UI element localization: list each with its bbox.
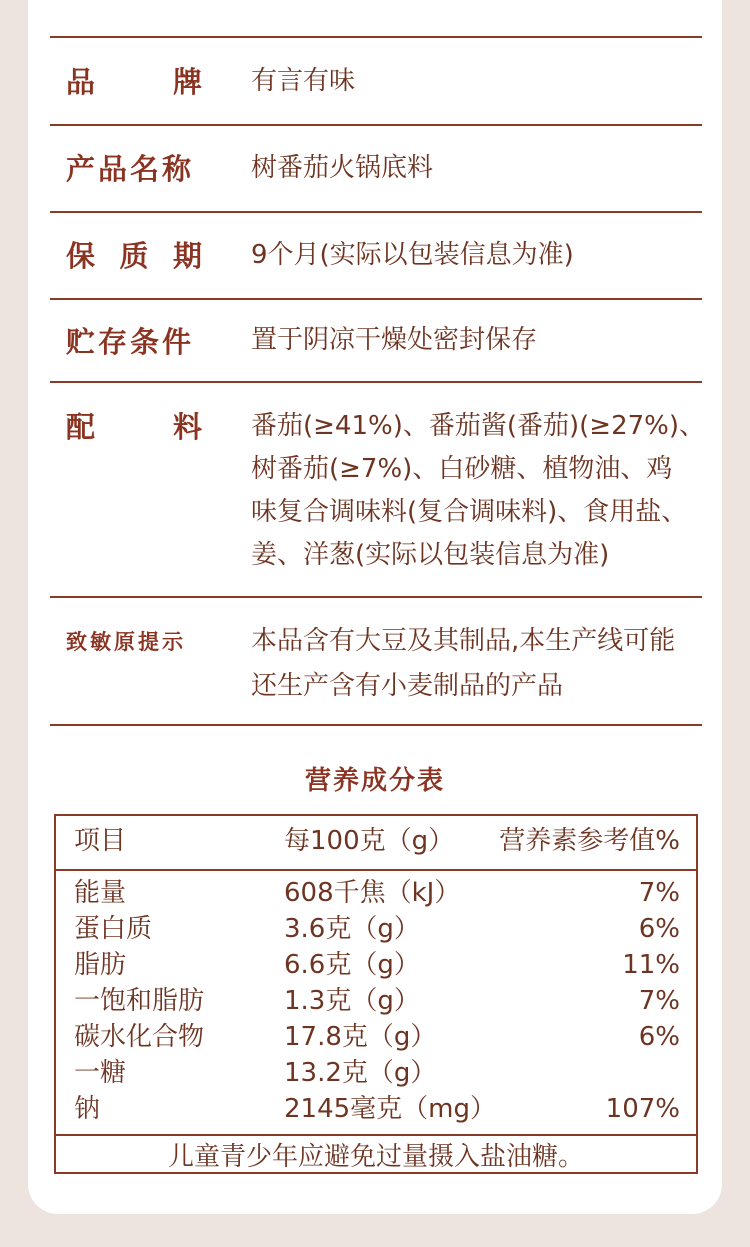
row-name: 一饱和脂肪: [74, 986, 205, 1016]
product-name-label: 产品名称: [66, 152, 195, 186]
divider: [50, 36, 702, 38]
brand-label: [66, 62, 202, 102]
footer-divider: [56, 1134, 696, 1136]
row-name: 碳水化合物: [74, 1022, 205, 1052]
header-per-100g: 每100克（g）: [284, 826, 455, 856]
divider: [50, 381, 702, 383]
allergen-label: 致敏原提示: [66, 630, 186, 654]
row-name: 一糖: [74, 1058, 127, 1088]
header-item: 项目: [74, 826, 127, 856]
header-divider: [56, 869, 696, 871]
allergen-value: 本品含有大豆及其制品,本生产线可能 还生产含有小麦制品的产品: [251, 626, 676, 701]
nutrition-table-title: 营养成分表: [304, 766, 445, 796]
shelf-life-label: [66, 236, 202, 276]
row-nrv: 7%: [638, 986, 680, 1016]
divider: [50, 124, 702, 126]
row-nrv: 7%: [638, 878, 680, 908]
nutrition-warning: 儿童青少年应避免过量摄入盐油糖。: [167, 1142, 584, 1172]
row-nrv: 6%: [638, 1022, 680, 1052]
storage-value: 置于阴凉干燥处密封保存: [251, 325, 538, 355]
row-amount: 2145毫克（mg）: [284, 1094, 496, 1124]
ingredients-label: [66, 407, 202, 447]
row-amount: 1.3克（g）: [284, 986, 420, 1016]
shelf-life-label-char: 期: [172, 239, 202, 273]
ingredients-value: 番茄(≥41%)、番茄酱(番茄)(≥27%)、 树番茄(≥7%)、白砂糖、植物油、鸡 味复合调味料(复合调味料)、食用盐、 姜、洋葱(实际以包装信息为准): [251, 411, 706, 570]
row-nrv: 11%: [622, 950, 680, 980]
divider: [50, 211, 702, 213]
ingredients-label-char: 料: [172, 410, 202, 444]
row-name: 蛋白质: [74, 914, 153, 944]
row-name: 脂肪: [74, 950, 127, 980]
ingredients-label-char: 配: [66, 410, 96, 444]
row-amount: 13.2克（g）: [284, 1058, 437, 1088]
storage-label: 贮存条件: [66, 325, 195, 359]
row-amount: 17.8克（g）: [284, 1022, 437, 1052]
brand-value: 有言有味: [251, 66, 356, 96]
row-nrv: 107%: [605, 1094, 680, 1124]
row-name: 钠: [74, 1094, 101, 1124]
nutrition-table: [54, 814, 698, 1174]
row-amount: 6.6克（g）: [284, 950, 420, 980]
divider: [50, 596, 702, 598]
row-amount: 608千焦（kJ）: [284, 878, 461, 908]
divider: [50, 298, 702, 300]
shelf-life-label-char: 质: [119, 239, 149, 273]
row-name: 能量: [74, 878, 127, 908]
divider: [50, 724, 702, 726]
shelf-life-label-char: 保: [66, 239, 96, 273]
row-nrv: 6%: [638, 914, 680, 944]
shelf-life-value: 9个月(实际以包装信息为准): [251, 240, 574, 270]
product-name-value: 树番茄火锅底料: [251, 153, 434, 183]
brand-label-char: 品: [66, 65, 96, 99]
brand-label-char: 牌: [172, 65, 202, 99]
row-amount: 3.6克（g）: [284, 914, 420, 944]
header-nrv: 营养素参考值%: [499, 826, 680, 856]
